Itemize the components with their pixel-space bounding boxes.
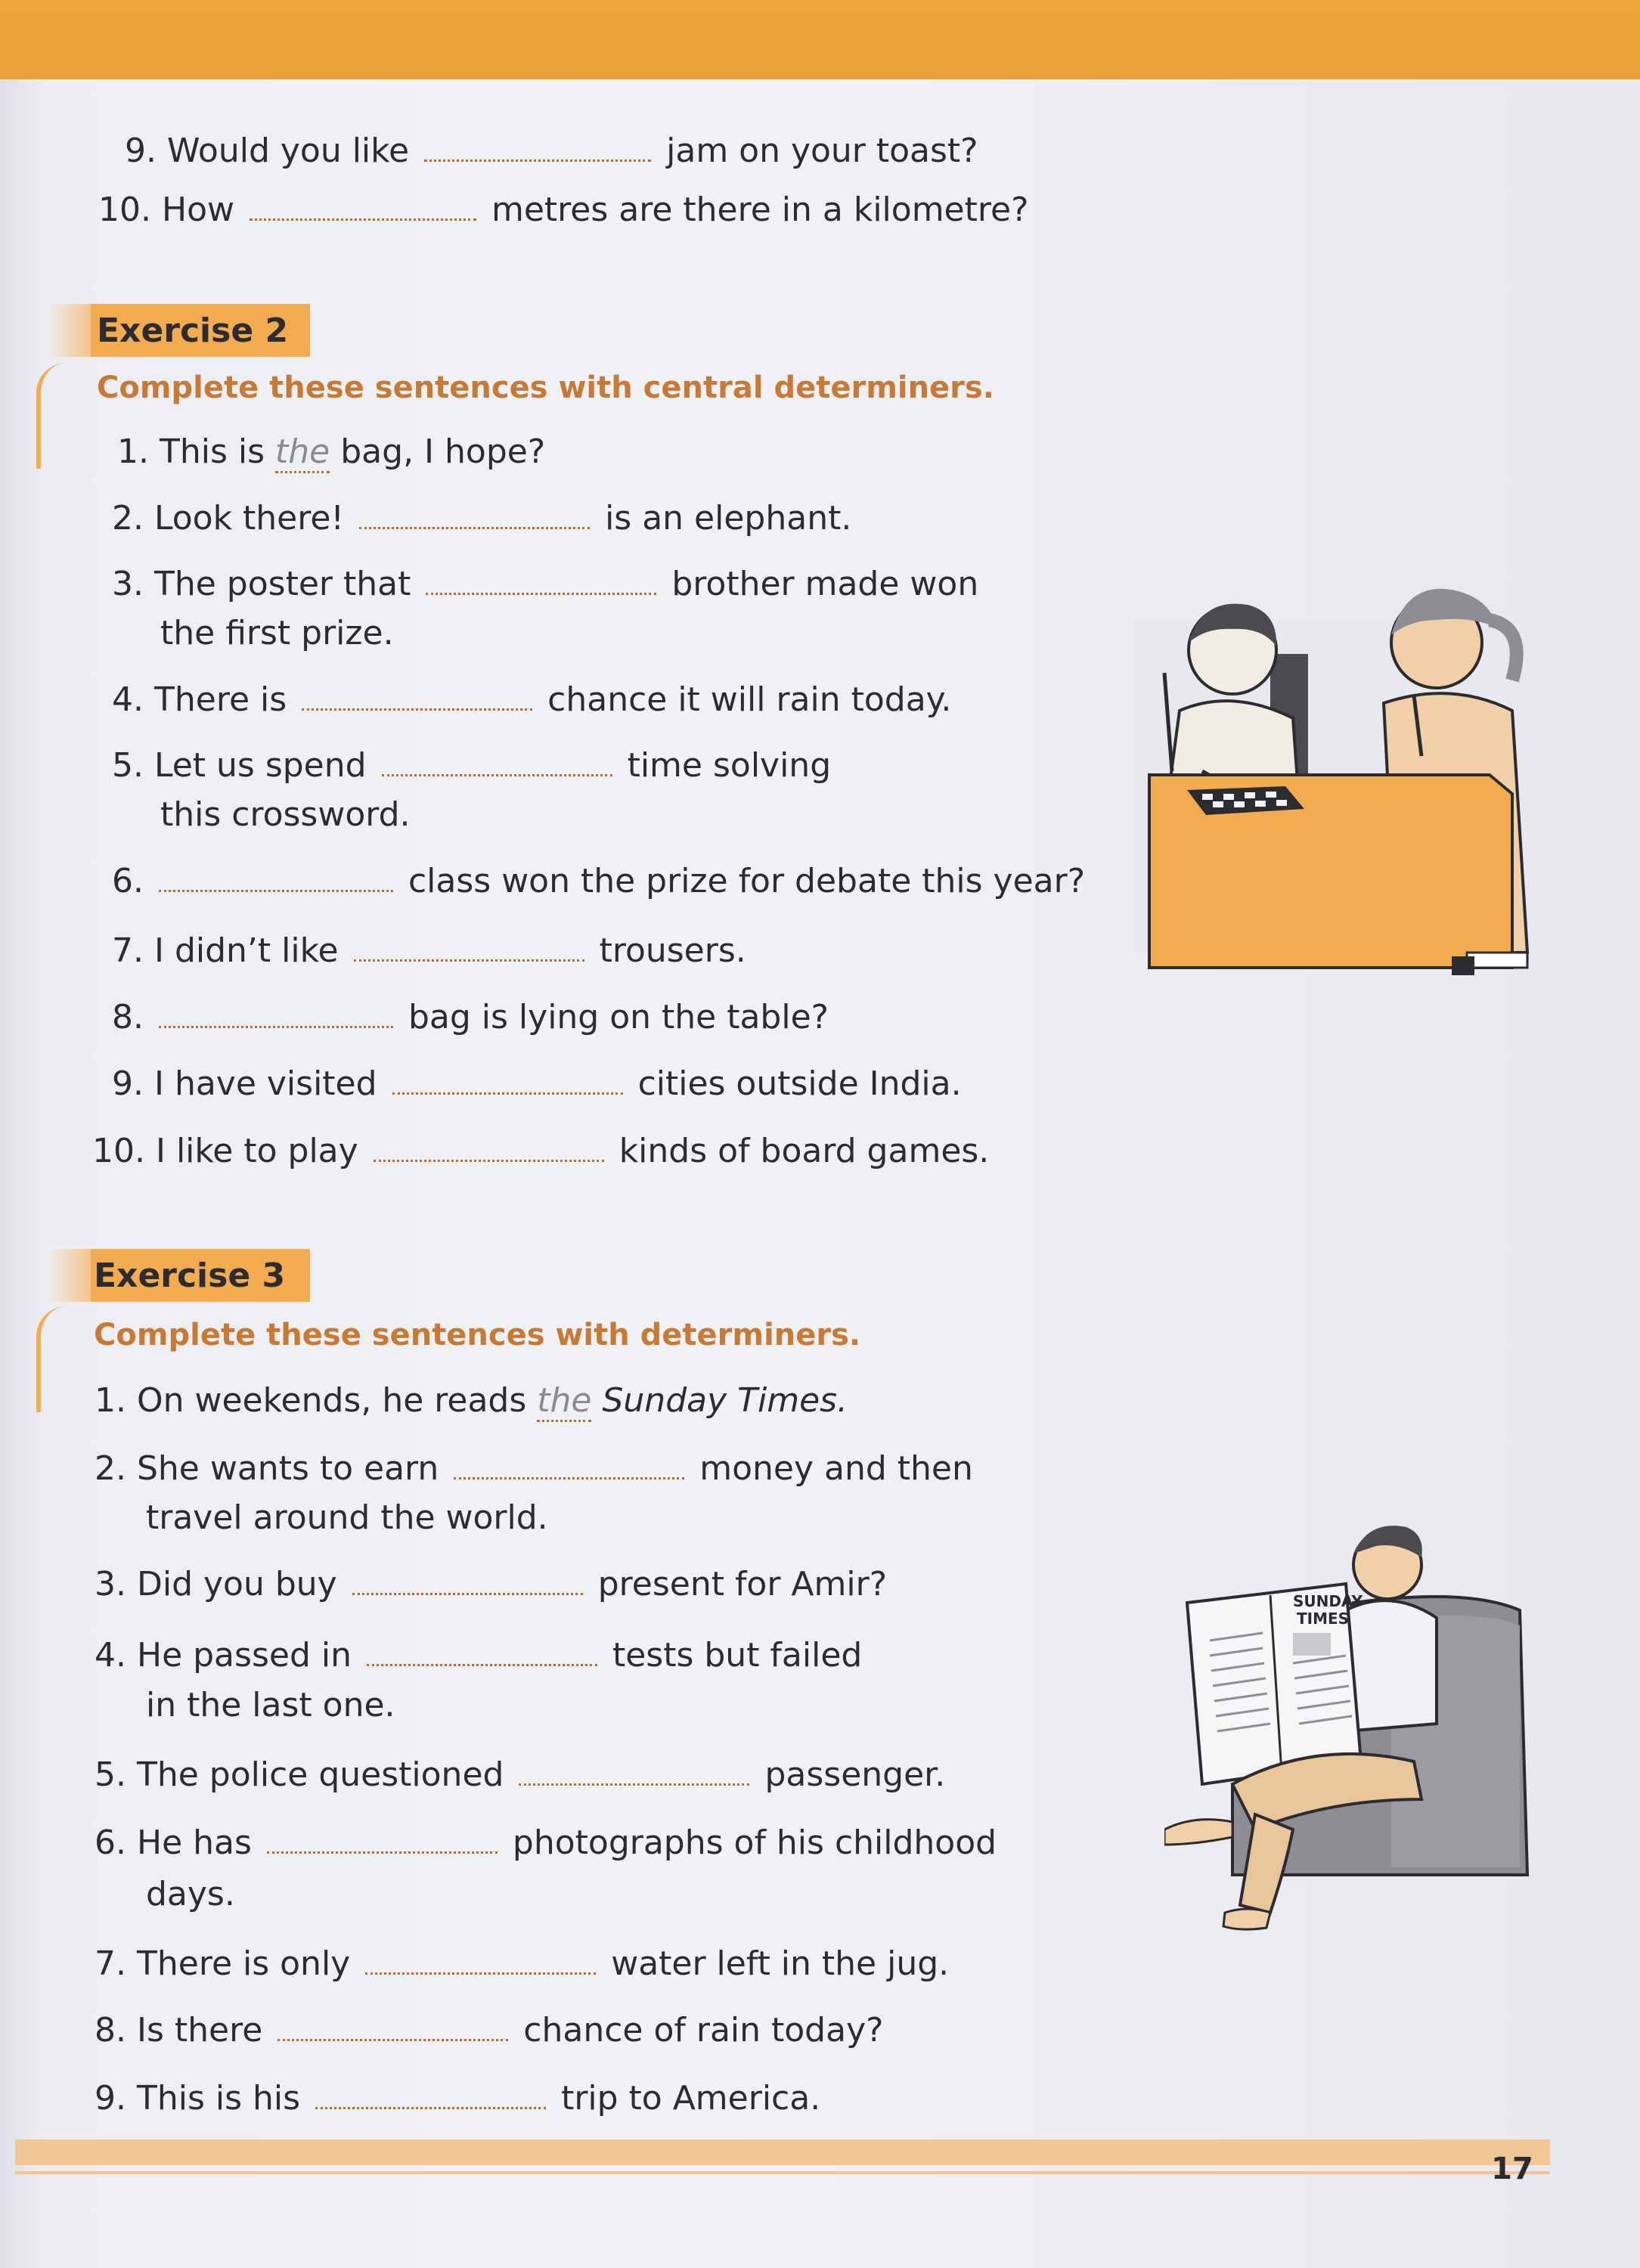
answer-blank[interactable] [374,1137,604,1162]
item-text-after: present for Amir? [597,1565,888,1603]
item-text-before: Would you like [166,132,410,170]
ex3-item-8 [95,2009,883,2052]
item-continuation: this crossword. [160,795,411,834]
item-continuation: in the last one. [146,1686,395,1724]
answer-blank[interactable] [250,196,476,221]
exercise-title: Exercise 2 [97,311,289,350]
item-number: 6. [95,1823,126,1862]
item-text-after: kinds of board games. [618,1132,990,1170]
ex3-item-5 [95,1754,945,1796]
item-number: 10. [92,1132,145,1170]
item-number: 2. [95,1449,126,1488]
item-number: 8. [112,998,144,1036]
answer-blank[interactable] [159,1003,393,1028]
ex3-item-2 [95,1448,973,1490]
ex2-item-5 [112,745,831,787]
newspaper-subtitle: TIMES [1297,1610,1350,1628]
ex3-item-3 [95,1563,887,1606]
item-text-after: chance it will rain today. [547,680,952,719]
exercise-bracket [36,1306,71,1412]
top-item-10 [98,189,1028,231]
example-answer: the [275,432,330,473]
ex2-item-9 [112,1063,962,1105]
header-band [0,0,1640,79]
item-text-after: photographs of his childhood [512,1823,997,1862]
item-text-after: is an elephant. [605,499,852,538]
item-text-after: water left in the jug. [611,1944,950,1983]
item-number: 3. [95,1565,126,1603]
item-text-before: The poster that [153,565,411,603]
item-text-before: Is there [136,2011,263,2050]
answer-blank[interactable] [159,867,393,892]
answer-blank[interactable] [365,1950,596,1975]
item-number: 7. [112,931,144,970]
ex2-item-3 [112,563,978,606]
item-text-after: money and then [699,1449,973,1488]
man-reading-newspaper-illustration [1164,1512,1542,1935]
item-text-before: There is [153,680,287,719]
exercise-title: Exercise 3 [94,1256,286,1295]
item-text-before: This is his [136,2079,301,2118]
ex3-item-7 [95,1943,949,1985]
ex2-item-4 [112,679,951,721]
answer-blank[interactable] [354,937,584,962]
exercise-tab-fade [45,1249,91,1302]
answer-blank[interactable] [519,1761,749,1786]
item-text-after: class won the prize for debate this year? [408,862,1086,900]
ex2-item-2 [112,497,851,540]
item-text-after: brother made won [671,565,979,603]
item-continuation: travel around the world. [146,1498,548,1537]
ex2-item-1 [117,431,545,473]
item-number: 1. [95,1381,126,1420]
exercise-instruction: Complete these sentences with determiners. [94,1318,861,1352]
footer-line [15,2171,1550,2174]
item-number: 10. [98,191,151,229]
item-number: 5. [95,1755,126,1794]
page-background [0,79,1640,2268]
answer-blank[interactable] [315,2084,546,2109]
ex2-item-8 [112,996,829,1039]
item-text-before: On weekends, he reads [136,1381,527,1420]
ex3-item-1 [95,1380,848,1422]
item-text-after: trousers. [599,931,746,970]
item-text-before: The police questioned [136,1755,504,1794]
item-text-before: Let us spend [153,746,367,785]
example-answer: the [537,1381,591,1422]
top-item-9 [125,130,978,172]
item-text-before: Look there! [153,499,345,538]
answer-blank[interactable] [277,2016,508,2041]
item-text-before: How [161,191,234,229]
page-number: 17 [1491,2152,1533,2186]
item-text-before: I didn’t like [153,931,339,970]
item-text-after: chance of rain today? [523,2011,884,2050]
item-text-after: time solving [627,746,832,785]
children-playing-chess-illustration [1134,575,1558,998]
answer-blank[interactable] [392,1070,623,1095]
item-text-after: Sunday Times. [602,1381,848,1420]
item-text-after: jam on your toast? [666,132,978,170]
item-text-before: There is only [136,1944,351,1983]
ex2-item-10 [92,1130,989,1173]
exercise-bracket [36,363,71,469]
item-text-after: bag, I hope? [340,432,546,471]
item-number: 5. [112,746,144,785]
item-number: 3. [112,565,144,603]
item-text-before: She wants to earn [136,1449,439,1488]
item-text-before: Did you buy [136,1565,337,1603]
footer-band [15,2139,1550,2165]
answer-blank[interactable] [382,751,612,776]
ex3-item-6 [95,1822,997,1864]
exercise-instruction: Complete these sentences with central determiners. [97,370,994,405]
item-text-before: He passed in [136,1636,352,1675]
item-number: 7. [95,1944,126,1983]
newspaper-title: SUNDAY [1293,1592,1363,1610]
item-continuation: the first prize. [160,614,394,652]
answer-blank[interactable] [424,137,651,162]
ex3-item-4 [95,1634,862,1677]
answer-blank[interactable] [302,686,532,711]
ex2-item-7 [112,930,746,972]
answer-blank[interactable] [352,1570,583,1595]
answer-blank[interactable] [454,1455,684,1479]
item-text-after: bag is lying on the table? [408,998,829,1036]
item-continuation: days. [146,1875,235,1913]
item-number: 9. [125,132,157,170]
item-number: 4. [112,680,144,719]
item-number: 1. [117,432,149,471]
item-number: 9. [112,1064,144,1103]
answer-blank[interactable] [426,570,656,595]
item-number: 2. [112,499,144,538]
item-number: 8. [95,2011,126,2050]
item-text-after: cities outside India. [637,1064,962,1103]
exercise-tab-fade [45,304,91,357]
item-number: 9. [95,2079,126,2118]
item-text-after: passenger. [764,1755,946,1794]
item-text-before: I have visited [153,1064,377,1103]
ex2-item-6 [112,860,1085,903]
item-number: 6. [112,862,144,900]
answer-blank[interactable] [267,1829,498,1854]
item-text-before: This is [159,432,265,471]
item-text-before: He has [136,1823,252,1862]
item-text-after: metres are there in a kilometre? [491,191,1029,229]
answer-blank[interactable] [367,1641,597,1666]
item-number: 4. [95,1636,126,1675]
item-text-before: I like to play [155,1132,358,1170]
item-text-after: trip to America. [561,2079,821,2118]
ex3-item-9 [95,2077,820,2120]
answer-blank[interactable] [359,504,590,529]
item-text-after: tests but failed [612,1636,863,1675]
